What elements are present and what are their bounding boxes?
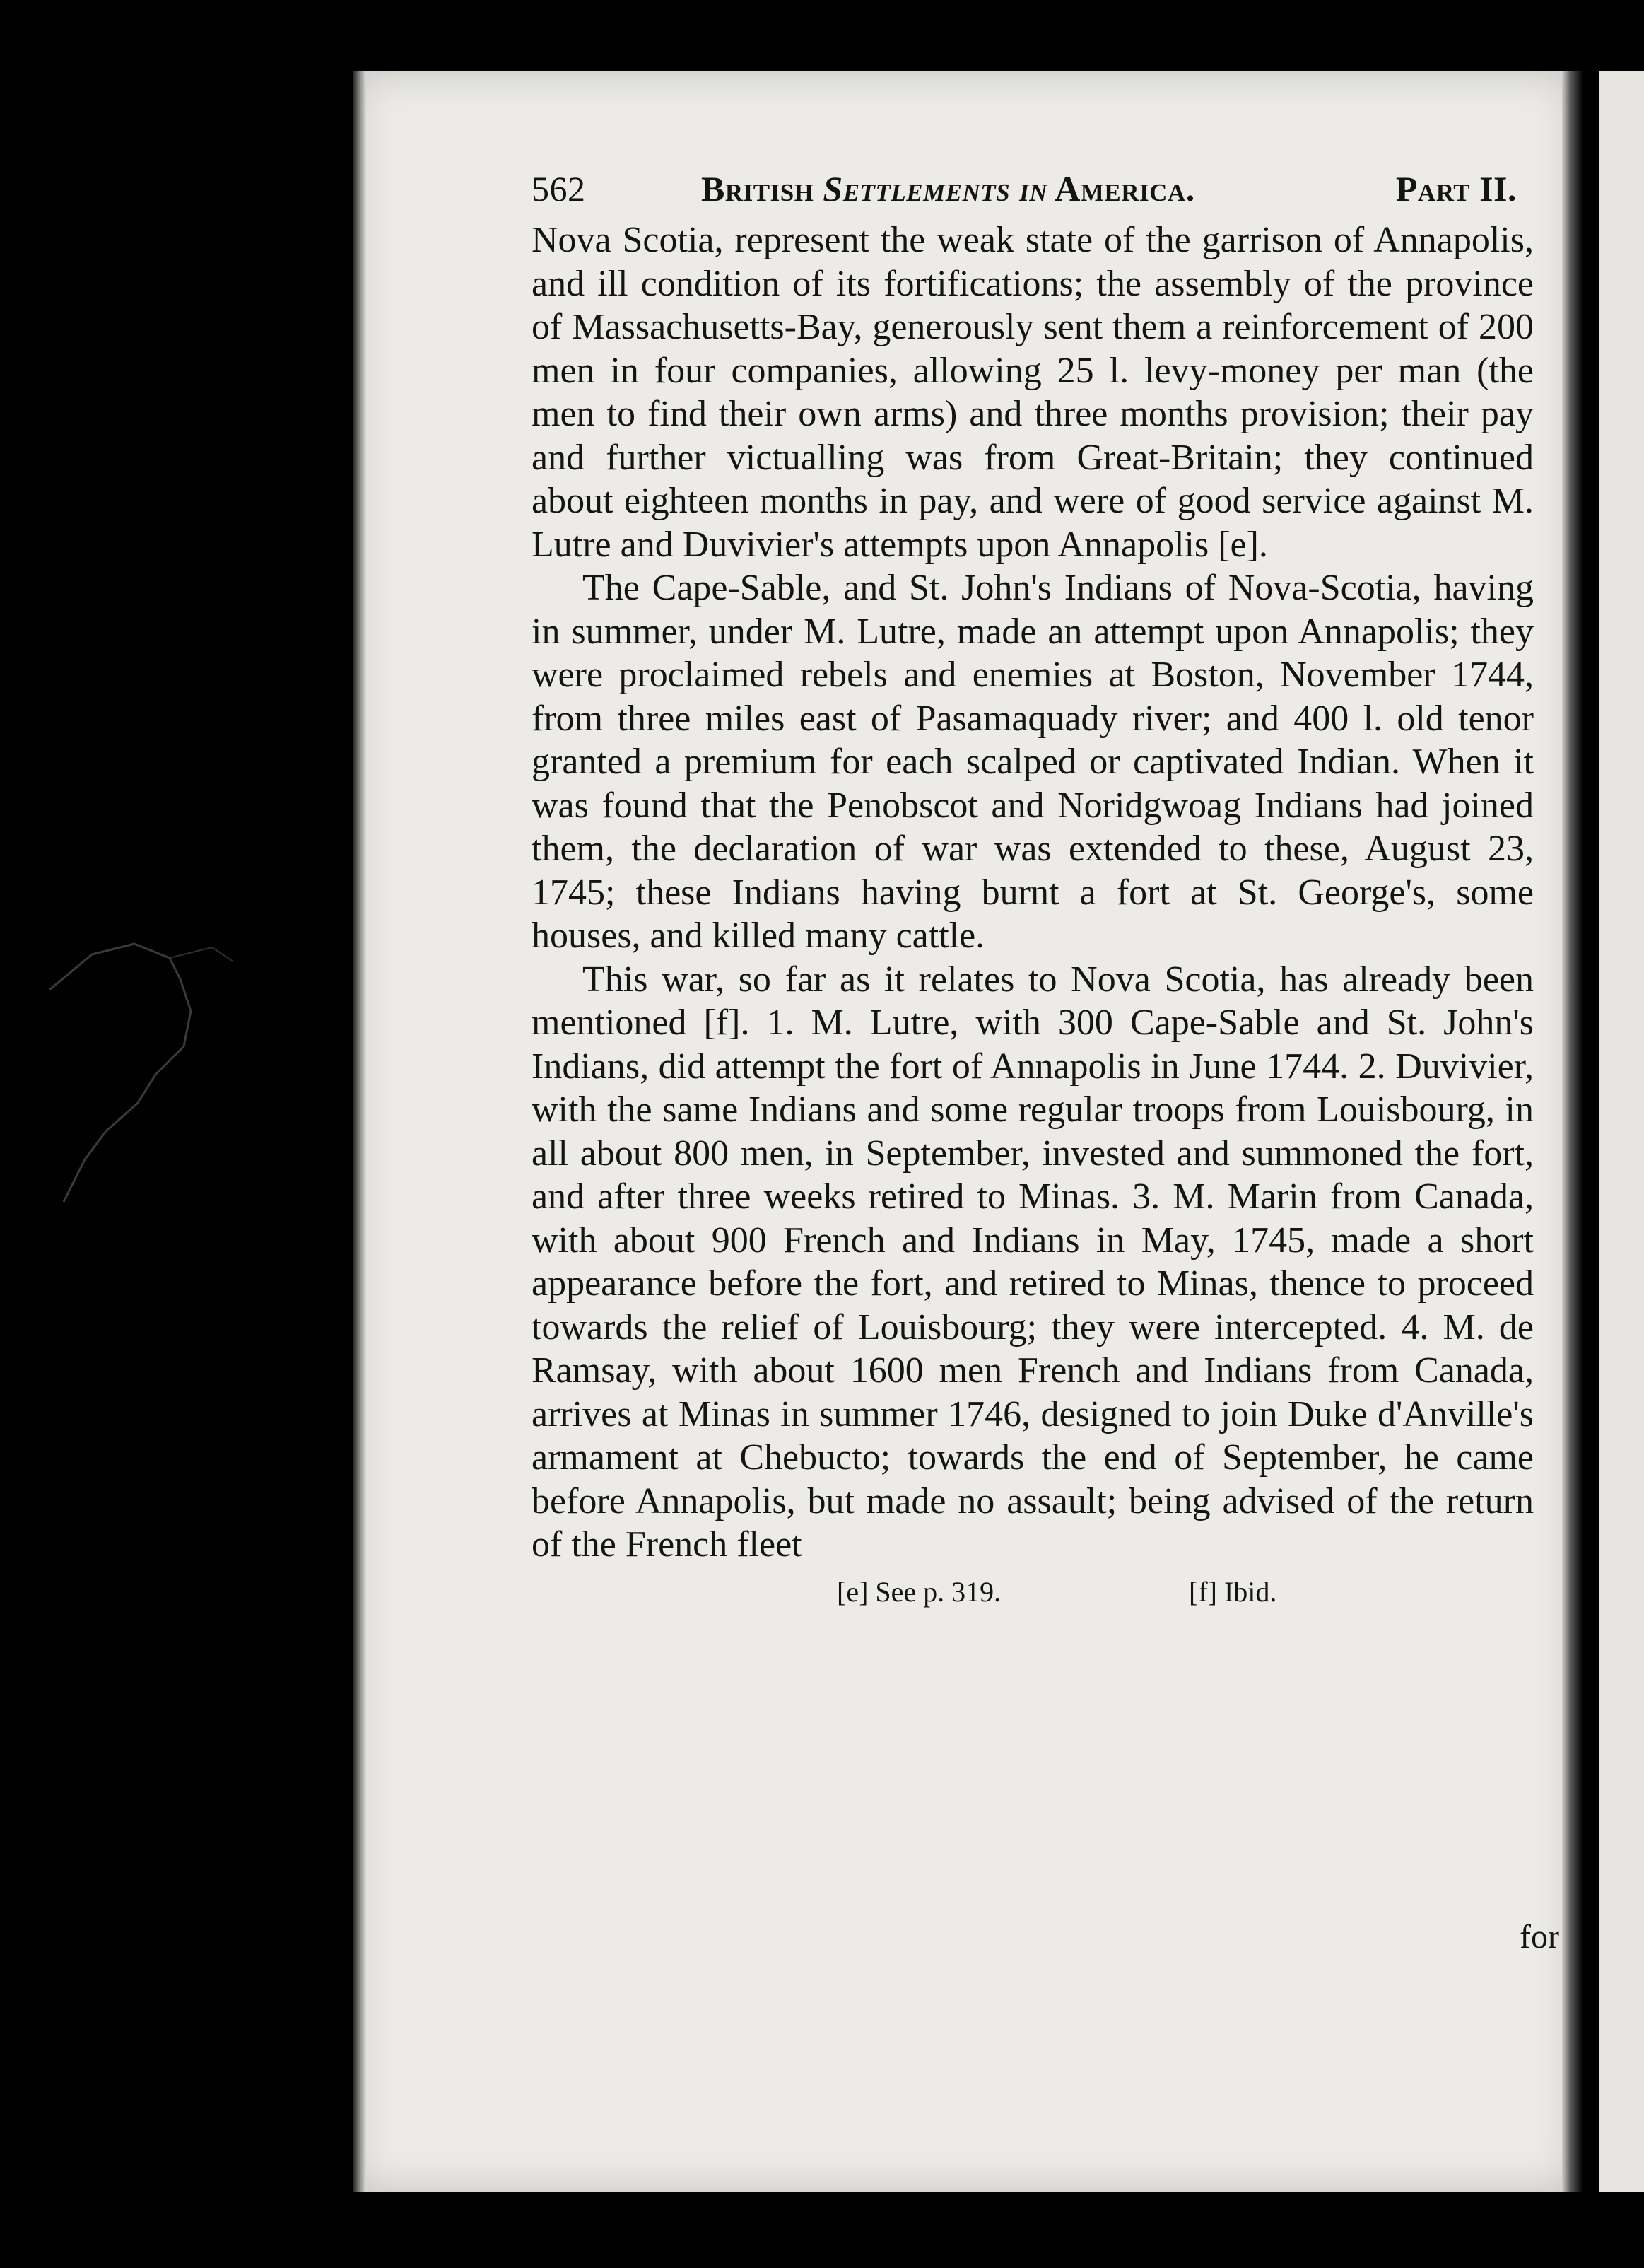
running-head	[532, 159, 1534, 218]
background-crack-mark	[0, 0, 353, 2268]
paragraph-this-war: This war, so far as it relates to Nova Scotia, has already been mentioned [f]. 1. M. Lutre, with 300 Cape-Sable and St. John's Indians, did attempt the fort of Annapolis in June 1744. 2. Duvivier, with the same Indians and some regular troops from Louisbourg, in all about 800 men, in September, invested and summoned the fort, and after three weeks retired to Minas. 3. M. Marin from Canada, with about 900 French and Indians in May, 1745, made a short appearance before the fort, and retired to Minas, thence to proceed towards the relief of Louisbourg; they were intercepted. 4. M. de Ramsay, with about 1600 men French and Indians from Canada, arrives at Minas in summer 1746, designed to join Duke d'Anville's armament at Chebucto; towards the end of September, he came before Annapolis, but made no assault; being advised of the return of the French fleet	[532, 959, 1534, 1565]
page-gutter-right	[1562, 71, 1583, 2192]
page-edge-left	[353, 71, 366, 2192]
running-title	[701, 159, 1195, 218]
text-block	[532, 159, 1534, 1613]
paragraph-continued: Nova Scotia, represent the weak state of the garrison of Annapolis, and ill condition of its fortifications; the assembly of the province of Massachusetts-Bay, generously sent them a reinforcement of 200 men in four companies, allowing 25 l. levy-money per man (the men to find their own arms) and three months provision; their pay and further victualling was from Great-Britain; they continued about eighteen months in pay, and were of good service against M. Lutre and Duvivier's attempts upon Annapolis [e].	[532, 220, 1534, 565]
running-title-settlements: Settlements in	[823, 169, 1048, 209]
body-text	[532, 218, 1534, 1567]
adjacent-page-sliver	[1599, 71, 1644, 2192]
paragraph-cape-sable: The Cape-Sable, and St. John's Indians of Nova-Scotia, having in summer, under M. Lutre, made an attempt upon Annapolis; they were proclaimed rebels and enemies at Boston, November 1744, from three miles east of Pasamaquady river; and 400 l. old tenor granted a premium for each scalped or captivated Indian. When it was found that the Penobscot and Noridgwoag Indians had joined them, the declaration of war was extended to these, August 23, 1745; these Indians having burnt a fort at St. George's, some houses, and killed many cattle.	[532, 568, 1534, 956]
footnote-e: [e] See p. 319.	[837, 1575, 1002, 1608]
footnotes	[532, 1571, 1534, 1613]
catchword: for	[1520, 1918, 1559, 1956]
page-number: 562	[532, 169, 586, 209]
running-title-british: British	[701, 169, 814, 209]
running-title-america: America.	[1055, 169, 1195, 209]
part-label: Part II.	[1395, 169, 1517, 209]
footnote-f: [f] Ibid.	[1189, 1575, 1277, 1608]
